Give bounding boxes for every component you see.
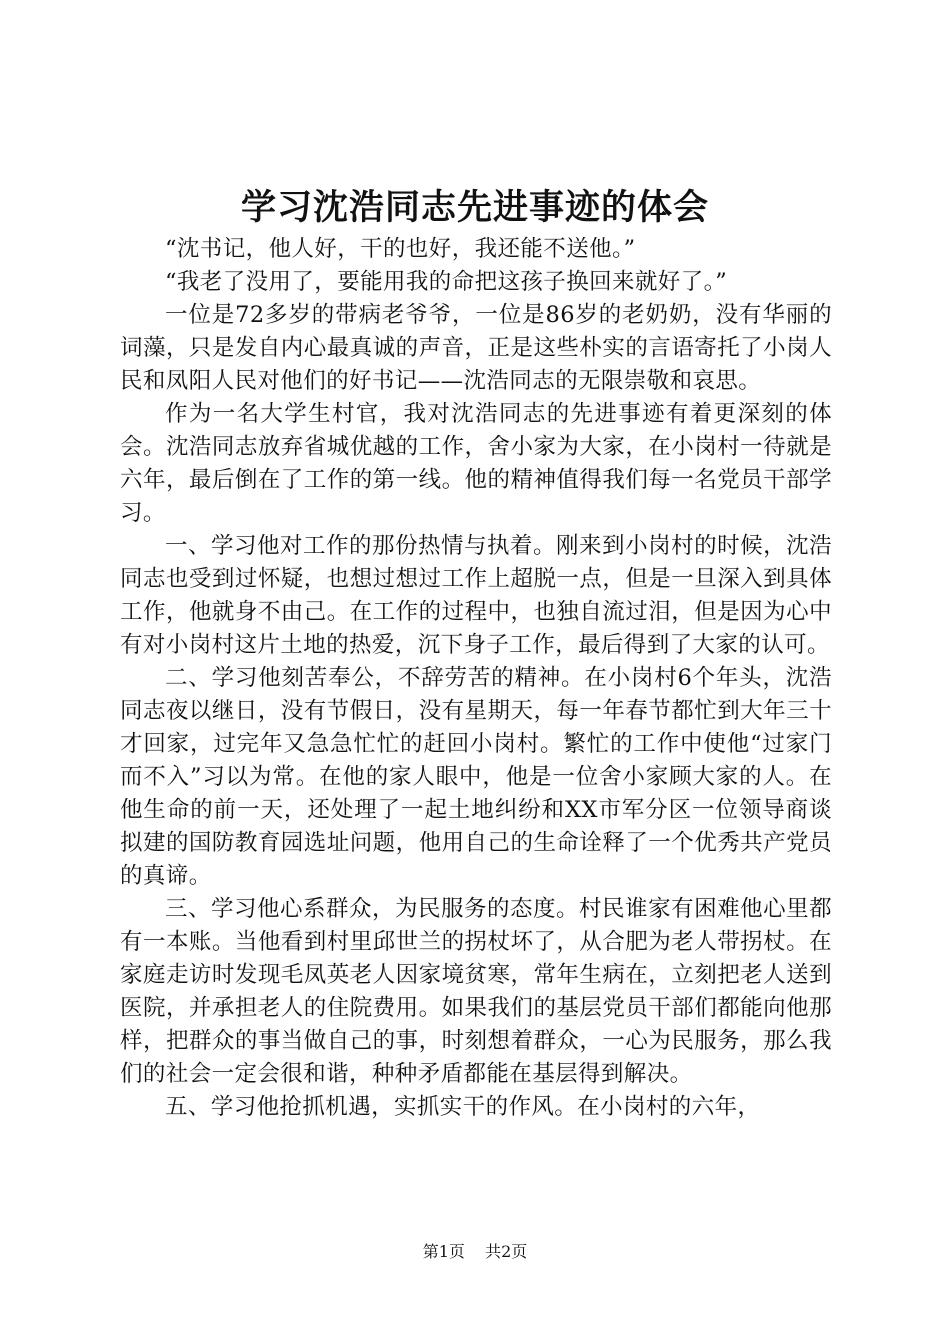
paragraph: 作为一名大学生村官，我对沈浩同志的先进事迹有着更深刻的体会。沈浩同志放弃省城优越的工作，舍小家为大家，在小岗村一待就是六年，最后倒在了工作的第一线。他的精神值得我们每一名党员干部学习。: [120, 401, 832, 526]
page-footer: [0, 1240, 950, 1264]
paragraph: 二、学习他刻苦奉公，不辞劳苦的精神。在小岗村6个年头，沈浩同志夜以继日，没有节假日，没有星期天，每一年春节都忙到大年三十才回家，过完年又急急忙忙的赶回小岗村。繁忙的工作中使他“过家门而不入”习以为常。在他的家人眼中，他是一位舍小家顾大家的人。在他生命的前一天，还处理了一起土地纠纷和XX市军分区一位领导商谈拟建的国防教育园选址问题，他用自己的生命诠释了一个优秀共产党员的真谛。: [120, 665, 832, 889]
page-number: 第1页: [422, 1242, 465, 1261]
paragraph: 三、学习他心系群众，为民服务的态度。村民谁家有困难他心里都有一本账。当他看到村里邱世兰的拐杖坏了，从合肥为老人带拐杖。在家庭走访时发现毛凤英老人因家境贫寒，常年生病在，立刻把老人送到医院，并承担老人的住院费用。如果我们的基层党员干部们都能向他那样，把群众的事当做自己的事，时刻想着群众，一心为民服务，那么我们的社会一定会很和谐，种种矛盾都能在基层得到解决。: [120, 896, 832, 1087]
paragraph: 五、学习他抢抓机遇，实抓实干的作风。在小岗村的六年，: [165, 1094, 761, 1120]
paragraph: “我老了没用了，要能用我的命把这孩子换回来就好了。”: [165, 269, 728, 295]
paragraph: 一、学习他对工作的那份热情与执着。刚来到小岗村的时候，沈浩同志也受到过怀疑，也想过想过工作上超脱一点，但是一旦深入到具体工作，他就身不由己。在工作的过程中，也独自流过泪，但是因为心中有对小岗村这片土地的热爱，沉下身子工作，最后得到了大家的认可。: [120, 533, 832, 658]
page-total: 共2页: [485, 1242, 528, 1261]
paragraph: “沈书记，他人好，干的也好，我还能不送他。”: [165, 236, 636, 262]
document-title: 学习沈浩同志先进事迹的体会: [240, 188, 709, 228]
paragraph: 一位是72多岁的带病老爷爷，一位是86岁的老奶奶，没有华丽的词藻，只是发自内心最真诚的声音，正是这些朴实的言语寄托了小岗人民和凤阳人民对他们的好书记——沈浩同志的无限崇敬和哀思。: [120, 302, 832, 394]
document-body: [120, 233, 832, 1124]
